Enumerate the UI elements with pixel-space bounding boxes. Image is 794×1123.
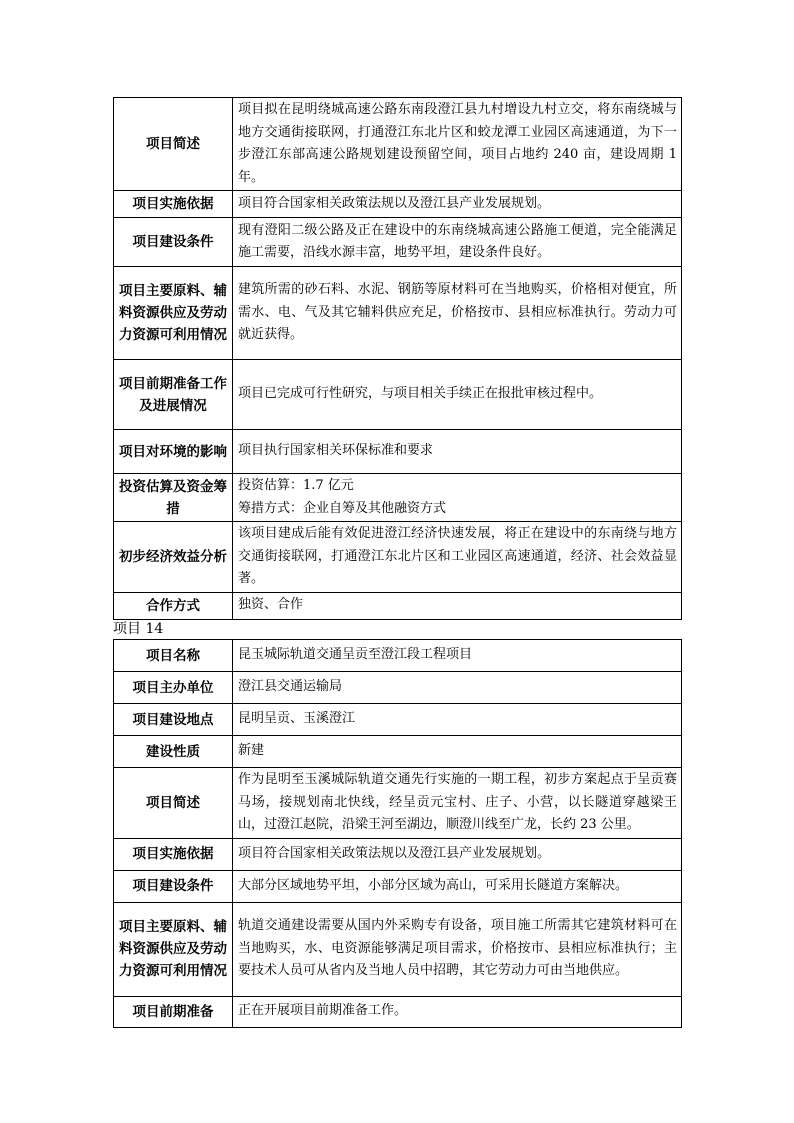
table-row	[114, 474, 682, 522]
row-label: 项目主要原料、辅料资源供应及劳动力资源可利用情况	[114, 267, 233, 360]
row-label: 初步经济效益分析	[114, 522, 233, 593]
row-label: 项目建设条件	[114, 870, 233, 902]
row-label: 项目建设条件	[114, 218, 233, 267]
row-value: 作为昆明至玉溪城际轨道交通先行实施的一期工程，初步方案起点于呈贡赛马场，接规划南北快线，经呈贡元宝村、庄子、小营，以长隧道穿越梁王山，过澄江赵院，沿梁王河至湖边，顺澄川线至广龙，长约 23 公里。	[233, 768, 682, 839]
table-row	[114, 902, 682, 996]
financing-method: 筹措方式：企业自筹及其他融资方式	[238, 500, 447, 516]
row-value: 大部分区域地势平坦，小部分区域为高山，可采用长隧道方案解决。	[233, 870, 682, 902]
table-row	[114, 996, 682, 1027]
row-value: 独资、合作	[233, 592, 682, 619]
table-row	[114, 267, 682, 360]
row-value: 新建	[233, 736, 682, 768]
row-label: 项目简述	[114, 768, 233, 839]
row-value: 现有澄阳二级公路及正在建设中的东南绕城高速公路施工便道，完全能满足施工需要，沿线水源丰富，地势平坦，建设条件良好。	[233, 218, 682, 267]
row-value: 项目拟在昆明绕城高速公路东南段澄江县九村增设九村立交，将东南绕城与地方交通街接联网，打通澄江东北片区和蛟龙潭工业园区高速通道，为下一步澄江东部高速公路规划建设预留空间，项目占地约 240 亩，建设周期 1 年。	[233, 98, 682, 191]
row-value: 昆明呈贡、玉溪澄江	[233, 704, 682, 736]
table-row	[114, 522, 682, 593]
row-label: 项目主办单位	[114, 672, 233, 704]
row-label: 投资估算及资金筹措	[114, 474, 233, 522]
project-13-table	[113, 97, 682, 620]
row-value: 昆玉城际轨道交通呈贡至澄江段工程项目	[233, 640, 682, 672]
table-row	[114, 838, 682, 870]
section-caption: 项目 14	[113, 621, 164, 637]
row-label: 建设性质	[114, 736, 233, 768]
row-value: 项目执行国家相关环保标准和要求	[233, 430, 682, 474]
row-value: 项目已完成可行性研究，与项目相关手续正在报批审核过程中。	[233, 360, 682, 430]
row-label: 项目简述	[114, 98, 233, 191]
row-value: 正在开展项目前期准备工作。	[233, 996, 682, 1027]
row-label: 项目建设地点	[114, 704, 233, 736]
row-value: 轨道交通建设需要从国内外采购专有设备，项目施工所需其它建筑材料可在当地购买，水、电资源能够满足项目需求，价格按市、县相应标准执行；主要技术人员可从省内及当地人员中招聘，其它劳动力可由当地供应。	[233, 902, 682, 996]
row-label: 项目前期准备工作及进展情况	[114, 360, 233, 430]
row-label: 项目实施依据	[114, 191, 233, 218]
table-row	[114, 768, 682, 839]
row-label: 项目名称	[114, 640, 233, 672]
row-value: 该项目建成后能有效促进澄江经济快速发展，将正在建设中的东南绕与地方交通街接联网，打通澄江东北片区和工业园区高速通道，经济、社会效益显著。	[233, 522, 682, 593]
table-row	[114, 736, 682, 768]
row-value: 项目符合国家相关政策法规以及澄江县产业发展规划。	[233, 838, 682, 870]
row-value	[233, 474, 682, 522]
table-row	[114, 870, 682, 902]
row-label: 合作方式	[114, 592, 233, 619]
table-row	[114, 704, 682, 736]
table-row	[114, 640, 682, 672]
row-label: 项目前期准备	[114, 996, 233, 1027]
investment-estimate: 投资估算：1.7 亿元	[238, 478, 354, 493]
row-label: 项目对环境的影响	[114, 430, 233, 474]
table-row	[114, 98, 682, 191]
row-label: 项目实施依据	[114, 838, 233, 870]
row-value: 建筑所需的砂石料、水泥、钢筋等原材料可在当地购买，价格相对便宜，所需水、电、气及其它辅料供应充足，价格按市、县相应标准执行。劳动力可就近获得。	[233, 267, 682, 360]
row-value: 澄江县交通运输局	[233, 672, 682, 704]
table-row	[114, 360, 682, 430]
table-row	[114, 672, 682, 704]
row-label: 项目主要原料、辅料资源供应及劳动力资源可利用情况	[114, 902, 233, 996]
table-row	[114, 218, 682, 267]
table-row	[114, 592, 682, 619]
table-row	[114, 191, 682, 218]
project-14-table	[113, 639, 682, 1028]
row-value: 项目符合国家相关政策法规以及澄江县产业发展规划。	[233, 191, 682, 218]
table-row	[114, 430, 682, 474]
